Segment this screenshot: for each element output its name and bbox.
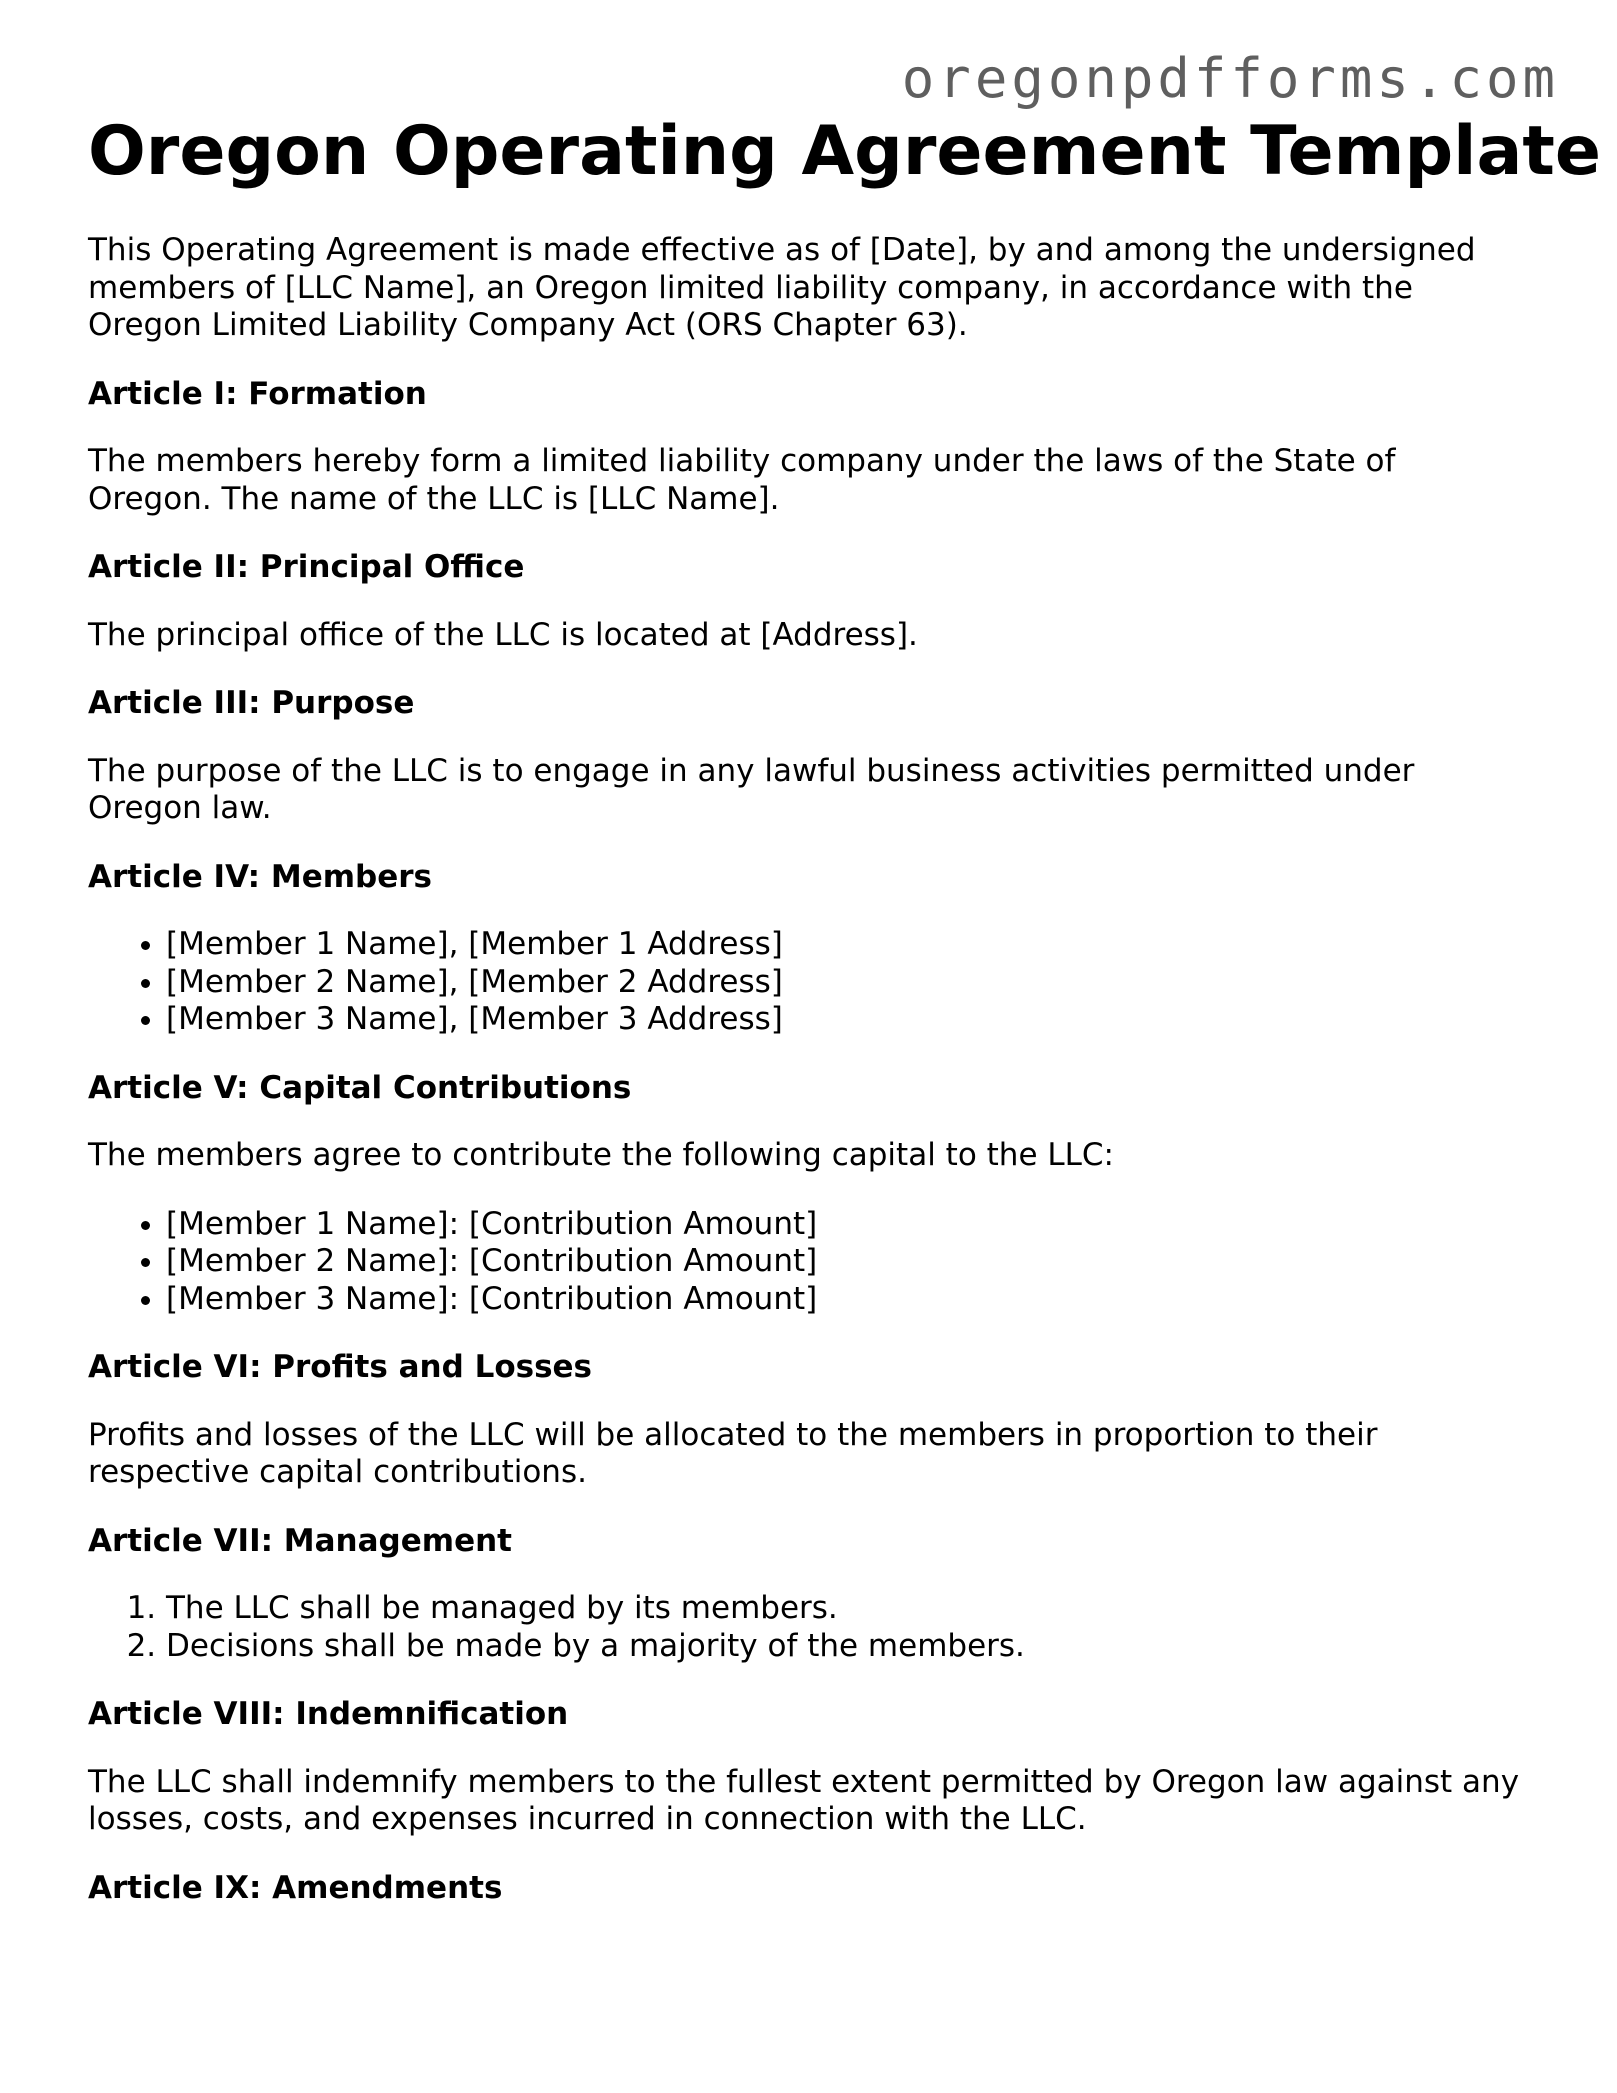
contribution-item: • [Member 1 Name]: [Contribution Amount] xyxy=(166,1206,1528,1244)
contribution-item: • [Member 3 Name]: [Contribution Amount] xyxy=(166,1281,1528,1319)
article-1-text: The members hereby form a limited liability company under the laws of the State of Oregon. The name of the LLC is [LLC Name]. xyxy=(88,443,1396,517)
article-7-heading: Article VII: Management xyxy=(88,1522,512,1559)
intro-paragraph: This Operating Agreement is made effective as of [Date], by and among the undersigned members of [LLC Name], an Oregon limited liability company, in accordance with the Oregon Limited Liability Company Act (ORS Chapter 63). xyxy=(88,232,1476,343)
contributions-list xyxy=(88,1206,1528,1319)
article-3-text: The purpose of the LLC is to engage in any lawful business activities permitted under Oregon law. xyxy=(88,752,1415,826)
document-page xyxy=(88,112,1601,1937)
members-list xyxy=(88,926,1528,1039)
article-8-heading: Article VIII: Indemnification xyxy=(88,1696,569,1732)
article-3-heading: Article III: Purpose xyxy=(88,685,415,721)
member-item: • [Member 1 Name], [Member 1 Address] xyxy=(166,926,1528,964)
member-item: • [Member 3 Name], [Member 3 Address] xyxy=(166,1001,1528,1039)
document-title: Oregon Operating Agreement Template xyxy=(88,112,1601,191)
article-9-heading: Article IX: Amendments xyxy=(88,1869,503,1906)
member-item: • [Member 2 Name], [Member 2 Address] xyxy=(166,964,1528,1002)
article-6-heading: Article VI: Profits and Losses xyxy=(88,1349,593,1385)
article-2-heading: Article II: Principal Office xyxy=(88,549,525,585)
management-list xyxy=(88,1590,1528,1665)
article-5-text: The members agree to contribute the following capital to the LLC: xyxy=(88,1137,1114,1173)
article-4-heading: Article IV: Members xyxy=(88,858,432,895)
article-5-heading: Article V: Capital Contributions xyxy=(88,1069,632,1106)
article-6-text: Profits and losses of the LLC will be allocated to the members in proportion to their respective capital contributions. xyxy=(88,1416,1378,1490)
article-8-text: The LLC shall indemnify members to the fullest extent permitted by Oregon law against any losses, costs, and expenses incurred in connection with the LLC. xyxy=(88,1763,1520,1837)
contribution-item: • [Member 2 Name]: [Contribution Amount] xyxy=(166,1243,1528,1281)
article-1-heading: Article I: Formation xyxy=(88,375,427,412)
article-2-text: The principal office of the LLC is located at [Address]. xyxy=(88,616,918,653)
management-item: 2. Decisions shall be made by a majority of the members. xyxy=(166,1628,1528,1666)
management-item: 1. The LLC shall be managed by its members. xyxy=(166,1590,1528,1628)
watermark: oregonpdfforms.com xyxy=(901,47,1559,110)
